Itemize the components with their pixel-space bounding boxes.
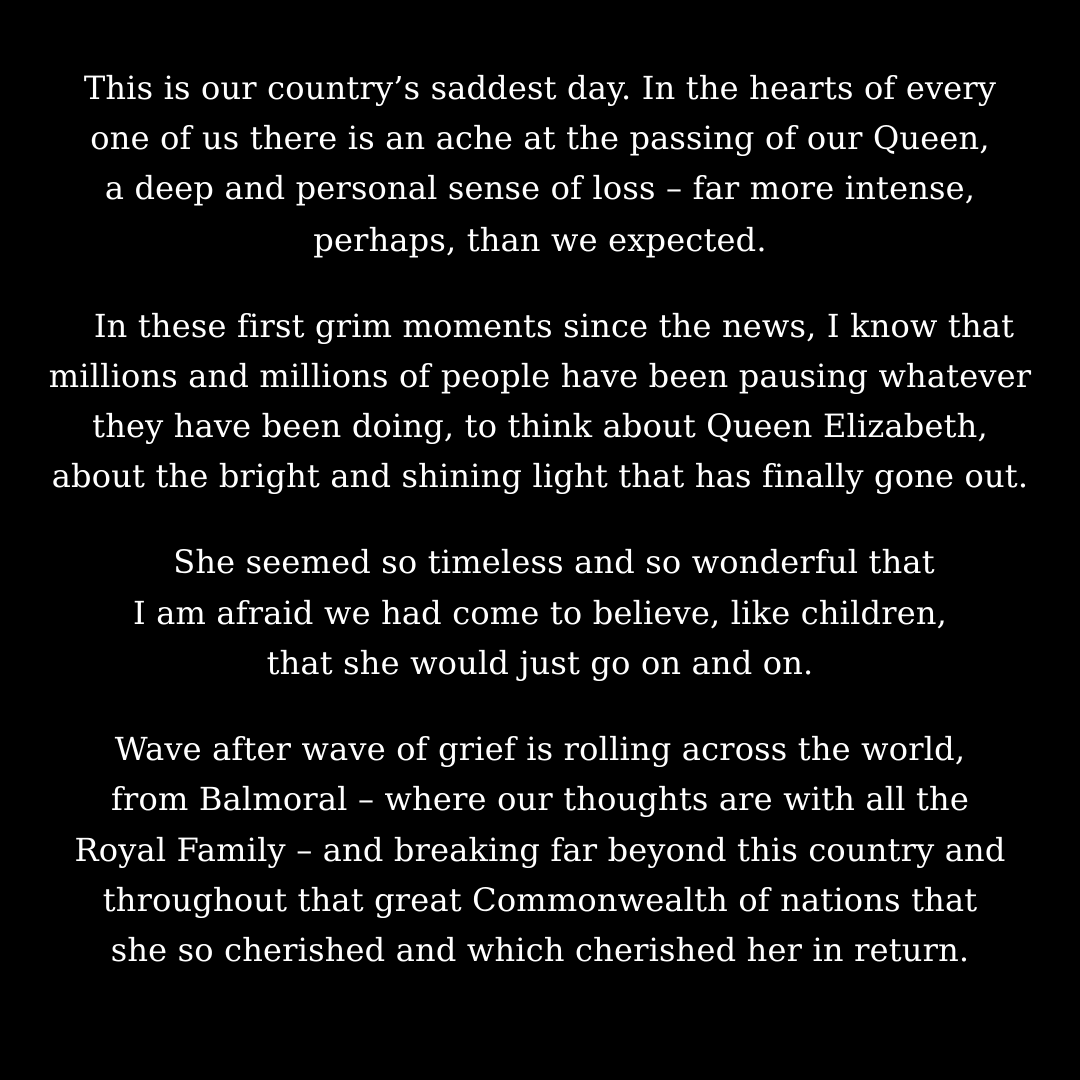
paragraph-1-line-4: perhaps, than we expected. bbox=[313, 221, 767, 259]
paragraph-1-line-2: one of us there is an ache at the passing of our Queen, bbox=[90, 119, 990, 157]
paragraph-4-line-1: Wave after wave of grief is rolling across the world, bbox=[114, 730, 966, 768]
paragraph-2-line-1: In these first grim moments since the news, I know that bbox=[93, 307, 1015, 345]
paragraph-4-line-5: she so cherished and which cherished her in return. bbox=[110, 931, 970, 969]
paragraph-2-line-4: about the bright and shining light that has finally gone out. bbox=[51, 457, 1029, 495]
paragraph-3-line-2: I am afraid we had come to believe, like children, bbox=[132, 594, 948, 632]
paragraph-4-line-3: Royal Family – and breaking far beyond this country and bbox=[74, 831, 1006, 869]
paragraph-3-line-3: that she would just go on and on. bbox=[266, 644, 814, 682]
paragraph-1-line-1: This is our country’s saddest day. In the hearts of every bbox=[83, 69, 997, 107]
paragraph-4-line-4: throughout that great Commonwealth of nations that bbox=[102, 881, 978, 919]
paragraph-3-line-1: She seemed so timeless and so wonderful that bbox=[173, 543, 935, 581]
paragraph-4-line-2: from Balmoral – where our thoughts are with all the bbox=[111, 780, 969, 818]
paragraph-1-line-3: a deep and personal sense of loss – far more intense, bbox=[104, 169, 976, 207]
paragraph-2-line-3: they have been doing, to think about Queen Elizabeth, bbox=[92, 407, 988, 445]
paragraph-2-line-2: millions and millions of people have been pausing whatever bbox=[48, 357, 1032, 395]
